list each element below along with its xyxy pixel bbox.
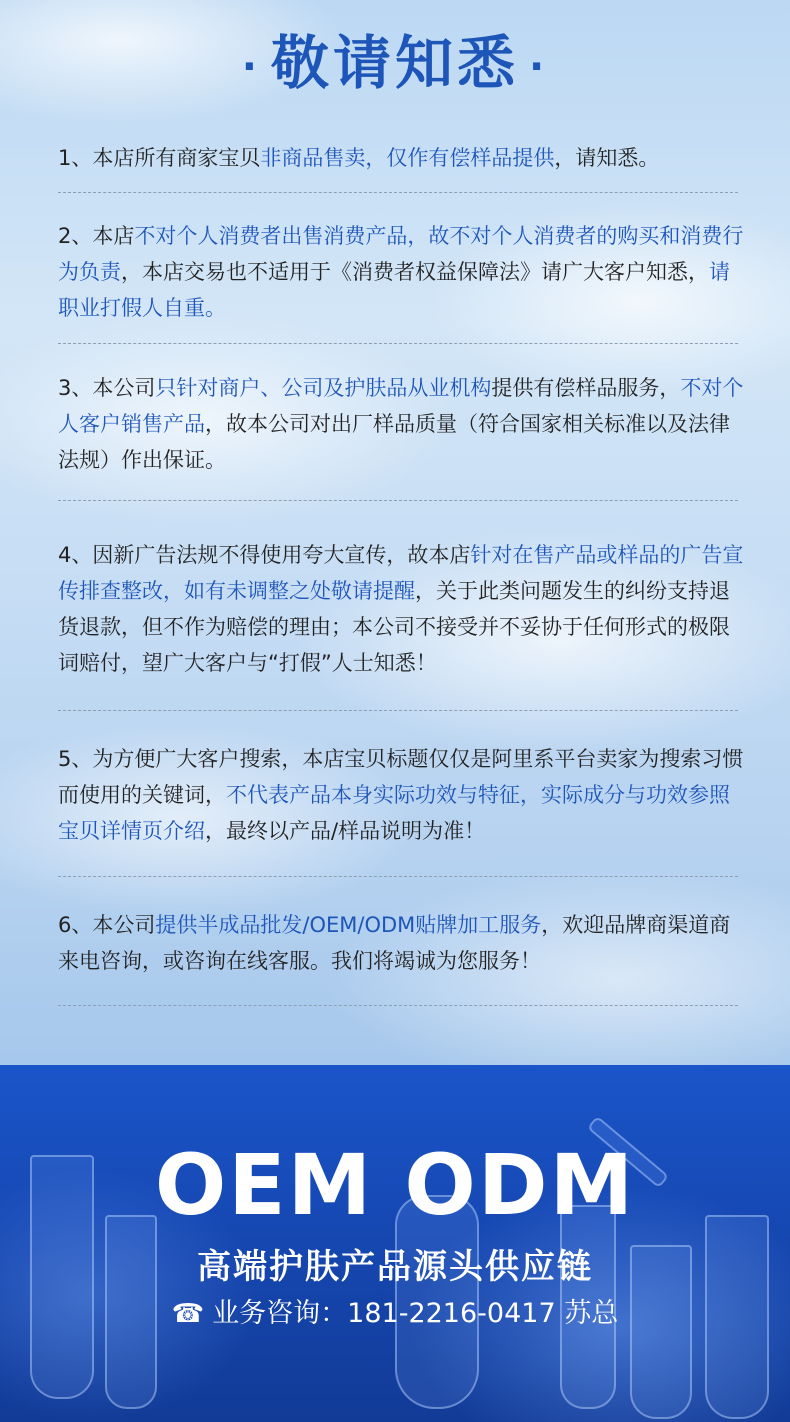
telephone-icon: ☎ (171, 1299, 205, 1329)
notice-text: 6、本公司 (58, 913, 156, 937)
notice-item-4 (58, 537, 748, 681)
notice-text: 2、本店 (58, 224, 135, 248)
highlighted-text: 不代表产品本身实际功效与特征，实际成分与功效参照宝贝详情页介绍 (58, 783, 730, 843)
notice-item-3 (58, 370, 748, 478)
title-dot-right: · (529, 43, 549, 90)
divider (58, 500, 738, 501)
notice-title (0, 18, 790, 108)
highlighted-text: 请职业打假人自重。 (58, 260, 730, 320)
banner-heading: OEM ODM (154, 1136, 636, 1234)
highlighted-text: 不对个人客户销售产品 (58, 376, 744, 436)
divider (58, 343, 738, 344)
divider (58, 1005, 738, 1006)
divider (58, 710, 738, 711)
title-dot-left: · (241, 43, 261, 90)
contact-line (0, 1293, 790, 1335)
notice-text: 1、本店所有商家宝贝 (58, 146, 261, 170)
oem-odm-banner (0, 1065, 790, 1422)
title-text: 敬请知悉 (270, 29, 519, 97)
highlighted-text: 提供半成品批发/OEM/ODM贴牌加工服务 (155, 913, 542, 937)
highlighted-text: 只针对商户、公司及护肤品从业机构 (155, 376, 492, 400)
highlighted-text: 针对在售产品或样品的广告宣传排查整改，如有未调整之处敬请提醒 (58, 543, 744, 603)
notice-text: 5、为方便广大客户搜索，本店宝贝标题仅仅是阿里系平台卖家为搜索习惯而使用的关键词， (58, 747, 744, 807)
notice-text: ，最终以产品/样品说明为准！ (205, 819, 486, 843)
notice-item-1 (58, 140, 748, 176)
notice-item-5 (58, 741, 748, 849)
notice-text: 4、因新广告法规不得使用夸大宣传，故本店 (58, 543, 471, 567)
notice-text: ，故本公司对出厂样品质量（符合国家相关标准以及法律法规）作出保证。 (58, 412, 730, 472)
notice-text: ，请知悉。 (554, 146, 660, 170)
banner-subtitle: 高端护肤产品源头供应链 (197, 1247, 593, 1287)
divider (58, 876, 738, 877)
notice-item-6 (58, 907, 748, 979)
notice-text: ，欢迎品牌商渠道商来电咨询，或咨询在线客服。我们将竭诚为您服务！ (58, 913, 731, 973)
highlighted-text: 不对个人消费者出售消费产品，故不对个人消费者的购买和消费行为负责 (58, 224, 744, 284)
notice-item-2 (58, 218, 748, 326)
contact-text: 业务咨询：181-2216-0417 苏总 (212, 1298, 619, 1329)
notice-text: 3、本公司 (58, 376, 156, 400)
notice-text: ，关于此类问题发生的纠纷支持退货退款，但不作为赔偿的理由；本公司不接受并不妥协于任何形式的极限词赔付，望广大客户与“打假”人士知悉！ (58, 579, 730, 675)
highlighted-text: 非商品售卖，仅作有偿样品提供 (260, 146, 555, 170)
notice-text: 提供有偿样品服务， (491, 376, 681, 400)
divider (58, 192, 738, 193)
notice-text: ，本店交易也不适用于《消费者权益保障法》请广大客户知悉， (121, 260, 709, 284)
